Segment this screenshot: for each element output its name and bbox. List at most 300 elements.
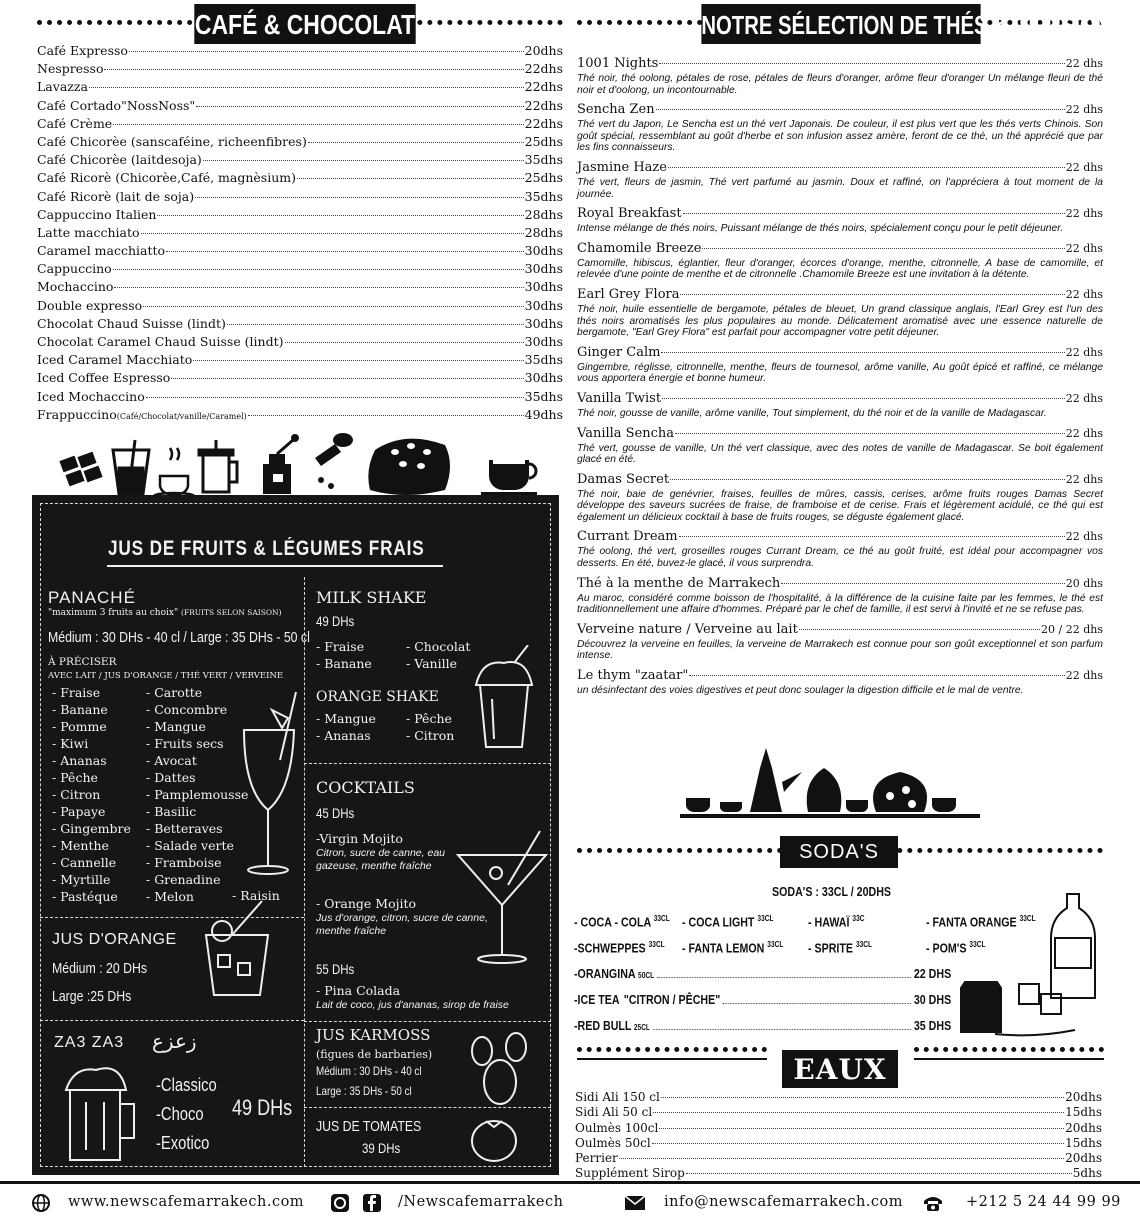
leader-dots <box>668 167 1065 168</box>
cafe-item-price: 25dhs <box>524 133 563 149</box>
tea-item-header <box>577 622 1103 639</box>
cafe-item <box>37 42 563 60</box>
fruit-option: - Avocat <box>146 753 197 768</box>
orange-juice-glass-icon <box>192 895 292 1005</box>
soda-can-icon <box>961 982 1001 1032</box>
cafe-item-name: Café Ricorè (lait de soja) <box>37 188 195 204</box>
soda-name: - FANTA ORANGE <box>926 914 1017 930</box>
cafe-item <box>37 169 563 187</box>
leader-dots <box>285 342 524 343</box>
board-hsep-3 <box>304 763 551 764</box>
panache-title: PANACHÉ <box>48 588 136 607</box>
leader-dots <box>619 1158 1064 1159</box>
cactus-icon <box>460 1027 540 1107</box>
tea-item-price: 22 dhs <box>1065 207 1103 221</box>
water-item-name: Oulmès 50cl <box>575 1135 651 1150</box>
soda-volume: 33C <box>852 914 865 923</box>
milkshake-flavor: - Vanille <box>406 656 457 671</box>
water-item <box>575 1105 1102 1120</box>
cafe-item-price: 35dhs <box>524 352 563 368</box>
water-item <box>575 1151 1102 1166</box>
virgin-mojito: -Virgin Mojito <box>316 831 403 846</box>
soda-line <box>574 1018 951 1033</box>
soda-volume: 33CL <box>1019 914 1036 923</box>
leader-dots <box>683 213 1065 214</box>
tea-item-price: 22 dhs <box>1065 57 1103 70</box>
za3-arabic: زعزع <box>152 1029 197 1053</box>
leader-dots <box>227 324 524 325</box>
cafe-item <box>37 333 563 351</box>
cafe-item <box>37 297 563 315</box>
cafe-item-price: 30dhs <box>524 297 563 313</box>
leader-dots <box>781 583 1065 584</box>
juice-chalkboard <box>32 495 559 1175</box>
panache-sub-note: (FRUITS SELON SAISON) <box>180 608 282 617</box>
cafe-item-price: 22dhs <box>524 79 563 95</box>
orange-mojito-desc: Jus d'orange, citron, sucre de canne, menthe fraîche <box>316 912 488 937</box>
leader-dots <box>659 63 1064 64</box>
eaux-rule-right-a <box>914 1047 1104 1052</box>
leader-dots <box>652 1029 911 1030</box>
soda-item <box>682 940 783 955</box>
cafe-item-price: 49dhs <box>524 406 563 422</box>
panache-fruits-col1 <box>52 684 131 905</box>
leader-dots <box>652 1143 1064 1144</box>
cafe-item-name: Nespresso <box>37 61 104 77</box>
leader-dots <box>157 215 523 216</box>
cafe-item-price: 30dhs <box>524 243 563 259</box>
tea-item <box>577 576 1103 616</box>
orange-title: JUS D'ORANGE <box>52 931 177 948</box>
leader-dots <box>113 269 524 270</box>
leader-dots <box>689 675 1064 676</box>
soda-line <box>574 966 951 981</box>
tea-item-price: 22 dhs <box>1065 287 1103 301</box>
leader-dots <box>661 352 1064 353</box>
eaux-list <box>575 1090 1102 1182</box>
tea-item-header <box>577 472 1103 489</box>
tomates-title: JUS DE TOMATES <box>316 1118 422 1135</box>
martini-glass-icon <box>452 825 552 975</box>
soda-item <box>808 914 864 929</box>
water-item <box>575 1136 1102 1151</box>
leader-dots <box>248 415 524 416</box>
cafe-item-note: (Café/Chocolat/vanille/Caramel) <box>116 411 247 421</box>
board-vsep <box>304 577 305 1167</box>
fruit-option: - Menthe <box>52 838 109 853</box>
water-item-price: 5dhs <box>1072 1166 1102 1181</box>
fruit-option: - Grenadine <box>146 872 221 887</box>
leader-dots <box>129 51 524 52</box>
tea-item-name: Verveine nature / Verveine au lait <box>577 621 798 637</box>
cafe-item <box>37 60 563 78</box>
tea-item-price: 22 dhs <box>1065 530 1103 544</box>
water-item-price: 15dhs <box>1065 1105 1102 1120</box>
tea-item-price: 22 dhs <box>1065 472 1103 486</box>
cafe-item <box>37 206 563 224</box>
water-item-price: 20dhs <box>1065 1151 1102 1166</box>
soda-name: - COCA LIGHT <box>682 914 755 930</box>
fruit-option: - Papaye <box>52 804 106 819</box>
fruit-option: - Salade verte <box>146 838 234 853</box>
cafe-item-name: Mochaccino <box>37 279 114 295</box>
pina-colada: - Pina Colada <box>316 983 401 998</box>
tea-item-header <box>577 668 1103 685</box>
tea-item-name: Ginger Calm <box>577 344 661 360</box>
panache-avec: AVEC LAIT / JUS D'ORANGE / THÉ VERT / VERVEINE <box>48 671 284 681</box>
soda-price: 30 DHS <box>913 992 952 1007</box>
cafe-item <box>37 388 563 406</box>
phone-icon <box>922 1193 944 1213</box>
za3-items <box>156 1071 217 1158</box>
tea-item <box>577 160 1103 200</box>
footer <box>0 1181 1140 1219</box>
teapots-illustration <box>680 742 980 818</box>
fruit-option: - Dattes <box>146 770 196 785</box>
cafe-price-list <box>37 42 563 424</box>
juice-title-underline <box>107 565 443 567</box>
cafe-item-name: Café Chicorèe (laitdesoja) <box>37 152 202 168</box>
panache-sub <box>48 608 282 618</box>
fruit-option: - Carotte <box>146 685 203 700</box>
water-item-name: Sidi Ali 50 cl <box>575 1105 653 1120</box>
leader-dots <box>193 360 523 361</box>
tea-item-name: Chamomile Breeze <box>577 240 702 256</box>
tea-item-price: 22 dhs <box>1065 426 1103 440</box>
tea-item-header <box>577 241 1103 258</box>
tea-item-header <box>577 206 1103 223</box>
tea-item-header <box>577 160 1103 177</box>
cafe-item-price: 30dhs <box>524 279 563 295</box>
tea-item-desc: Thé noir, gousse de vanille, arôme vanille, Tout simplement, du thé noir et de la vanille de Madagascar. <box>577 407 1047 419</box>
za3-flavor: -Classico <box>156 1075 217 1095</box>
cafe-item-name: Iced Coffee Espresso <box>37 370 171 386</box>
water-item <box>575 1090 1102 1105</box>
leader-dots <box>308 142 524 143</box>
instagram-icon[interactable] <box>330 1193 350 1213</box>
milkshake-flavor: - Chocolat <box>406 639 471 654</box>
cafe-item-price: 28dhs <box>524 224 563 240</box>
water-item <box>575 1166 1102 1181</box>
cafe-item-price: 30dhs <box>524 315 563 331</box>
grinder-icon <box>263 434 299 494</box>
soda-item <box>808 940 872 955</box>
cafe-item <box>37 260 563 278</box>
cafe-item-name: Café Cortado"NossNoss" <box>37 97 196 113</box>
tea-item <box>577 241 1103 281</box>
soda-volume: 50CL <box>638 971 655 980</box>
tea-item-header <box>577 345 1103 362</box>
fruit-option: - Fruits secs <box>146 736 224 751</box>
tea-item-name: Earl Grey Flora <box>577 286 680 302</box>
cafe-item <box>37 188 563 206</box>
cafe-item-price: 25dhs <box>524 170 563 186</box>
leader-dots <box>662 398 1065 399</box>
milkshake-title: MILK SHAKE <box>316 588 427 607</box>
tea-item-name: Royal Breakfast <box>577 206 682 222</box>
soda-name: - HAWAÏ <box>808 914 850 930</box>
cafe-item-price: 22dhs <box>524 115 563 131</box>
milkshake-col2 <box>406 638 470 672</box>
leader-dots <box>659 1128 1064 1129</box>
tea-item-name: Vanilla Twist <box>577 390 662 406</box>
soda-volume: 33CL <box>653 914 670 923</box>
tea-item <box>577 102 1103 154</box>
tea-list <box>577 56 1103 703</box>
tea-item-desc: Thé noir, huile essentielle de bergamote, pétales de bleuet, Un grand classique anglais, l'Earl Grey est l'un des thés noirs aromatisés les plus populaires au monde. Délicatement aromatisé avec une essence naturelle de bergamote, "Earl Grey Flora" est parfait pour accompagner votre petit déjeuner. <box>577 303 1103 339</box>
tea-glass-icon <box>686 798 710 812</box>
orangeshake-flavor: - Ananas <box>316 728 371 743</box>
orange-medium: Médium : 20 DHs <box>52 960 148 977</box>
tea-item-name: Currant Dream <box>577 529 678 545</box>
eaux-rule-left-b <box>577 1058 767 1060</box>
soda-volume: 33CL <box>855 940 873 949</box>
soda-volume: 33CL <box>757 914 774 923</box>
soda-volume: 25CL <box>633 1023 650 1032</box>
milkshake-price: 49 DHs <box>316 613 355 629</box>
footer-phone[interactable]: +212 5 24 44 99 99 <box>966 1194 1121 1210</box>
tea-item-desc: Découvrez la verveine en feuilles, la verveine de Marrakech est connue pour son goût exceptionnel et son parfum intense. <box>577 638 1103 662</box>
footer-website[interactable]: www.newscafemarrakech.com <box>68 1194 305 1210</box>
tea-item-name: Sencha Zen <box>577 102 655 118</box>
cafe-item-price: 35dhs <box>524 152 563 168</box>
soda-bottles-illustration <box>955 888 1105 1038</box>
tea-item <box>577 345 1103 385</box>
tomates-price: 39 DHs <box>362 1140 401 1156</box>
panache-apreciser: À PRÉCISER <box>48 656 117 668</box>
fruit-option: - Ananas <box>52 753 107 768</box>
tea-item-header <box>577 287 1103 304</box>
tea-item-desc: Thé vert, gousse de vanille, Un thé vert classique, avec des notes de vanille de Madagascar. Se boit également glacé en été. <box>577 442 1103 466</box>
karmoss-sub: (figues de barbaries) <box>316 1048 433 1061</box>
orangeshake-flavor: - Mangue <box>316 711 376 726</box>
cocktails-price-55: 55 DHs <box>316 961 355 977</box>
leader-dots <box>141 233 524 234</box>
cafe-item-price: 35dhs <box>524 188 563 204</box>
tea-item-price: 22 dhs <box>1065 391 1103 405</box>
tea-item-price: 22 dhs <box>1065 160 1103 174</box>
leader-dots <box>670 479 1065 480</box>
cocktail-glass-icon <box>232 690 302 880</box>
eaux-title: EAUX <box>782 1050 898 1088</box>
soda-name: - COCA - COLA <box>574 914 651 930</box>
cafe-item-name: Iced Mochaccino <box>37 388 145 404</box>
soda-volume: 33CL <box>969 940 986 949</box>
cafe-item <box>37 242 563 260</box>
cafe-item <box>37 315 563 333</box>
cafe-item <box>37 369 563 387</box>
fruit-option: - Pomme <box>52 719 107 734</box>
tea-item-desc: Gingembre, réglisse, citronnelle, menthe, fleurs de tournesol, arôme vanille, Au goût épicé et raffiné, ce mélange vous apportera énergie et bonne humeur. <box>577 361 1103 385</box>
tea-item-price: 22 dhs <box>1065 103 1103 117</box>
cafe-item-name: Café Crème <box>37 115 113 131</box>
soda-name: -ORANGINA <box>574 966 636 981</box>
tea-item-price: 20 / 22 dhs <box>1041 622 1103 636</box>
ice-cube-icon <box>1019 984 1039 1004</box>
board-hsep-4 <box>304 1021 551 1022</box>
milkshake-flavor: - Fraise <box>316 639 365 654</box>
leader-dots <box>171 378 523 379</box>
water-item-price: 15dhs <box>1065 1135 1102 1150</box>
mail-icon <box>624 1195 646 1211</box>
sodas-title: SODA'S <box>780 836 898 868</box>
cafe-item <box>37 115 563 133</box>
tea-item-desc: Camomille, hibiscus, églantier, fleur d'oranger, écorces d'orange, menthe, citronnelle, A base de camomille, et relevée d'une pointe de menthe et de citronnelle .Chamomile Breeze est une invitation à la détente. <box>577 257 1103 281</box>
cafe-item <box>37 351 563 369</box>
soda-name: - SPRITE <box>808 940 854 956</box>
tea-item-desc: Thé noir, baie de genévrier, fraises, feuilles de mûres, cassis, cerises, arôme fruits rouges Damas Secret développe des saveurs sucrées de fraise, de framboise et de cerise. Frais et légèrement acidulé, ce thé qui est également un délicieux cocktail à base de fruits rouges, se déguste également glacé. <box>577 488 1103 523</box>
leader-dots <box>686 1173 1072 1174</box>
water-item-name: Oulmès 100cl <box>575 1120 659 1135</box>
cafe-item-name: Latte macchiato <box>37 224 140 240</box>
soda-item <box>574 914 670 929</box>
leader-dots <box>89 87 524 88</box>
tea-item <box>577 472 1103 524</box>
coffee-sack-icon <box>368 439 450 495</box>
tea-item-name: Le thym "zaatar" <box>577 668 689 684</box>
tea-item-header <box>577 56 1103 73</box>
cafe-item-name: Café Ricorè (Chicorèe,Café, magnèsium) <box>37 170 296 186</box>
tea-item-name: Damas Secret <box>577 471 670 487</box>
teapot-round-icon <box>807 768 842 812</box>
tea-item-header <box>577 426 1103 443</box>
virgin-mojito-desc: Citron, sucre de canne, eau gazeuse, menthe fraîche <box>316 847 445 872</box>
leader-dots <box>653 1112 1064 1113</box>
tea-item-name: 1001 Nights <box>577 56 659 71</box>
tea-item-desc: Thé vert, fleurs de jasmin, Thé vert parfumé au jasmin. Doux et raffiné, on l'appréciera à tout moment de la journée. <box>577 176 1103 200</box>
water-item-name: Supplément Sirop <box>575 1166 685 1181</box>
soda-name: -RED BULL <box>574 1018 632 1033</box>
eaux-rule-right-b <box>914 1058 1104 1060</box>
tea-item-header <box>577 529 1103 546</box>
cafe-item-name: Caramel macchiatto <box>37 243 166 259</box>
board-hsep-2 <box>40 1020 304 1021</box>
soda-line <box>574 992 951 1007</box>
tea-item-name: Jasmine Haze <box>577 159 667 175</box>
footer-social[interactable]: /Newscafemarrakech <box>398 1194 564 1210</box>
cafe-item-price: 28dhs <box>524 206 563 222</box>
leader-dots <box>680 294 1064 295</box>
coffee-cup-icon <box>481 460 537 496</box>
cafe-item-name: Chocolat Caramel Chaud Suisse (lindt) <box>37 334 284 349</box>
tea-item-header <box>577 102 1103 119</box>
karmoss-medium: Médium : 30 DHs - 40 cl <box>316 1064 422 1078</box>
tea-item <box>577 668 1103 697</box>
cafe-item-name: Frappuccino <box>37 406 117 422</box>
fruit-option: - Melon <box>146 889 194 904</box>
leader-dots <box>143 306 523 307</box>
soda-name: - POM'S <box>926 940 967 956</box>
cafe-item <box>37 97 563 115</box>
soda-item <box>574 940 665 955</box>
coffee-illustrations <box>55 420 545 500</box>
soda-price: 22 DHS <box>913 966 952 981</box>
leader-dots <box>297 178 524 179</box>
cafe-item <box>37 278 563 296</box>
tea-item-desc: Thé vert du Japon, Le Sencha est un thé vert Japonais. De couleur, il est plus vert que les thés verts Chinois. Son goût spécial, ressemblant au goût d'herbe et son infusion assez amère, feront de ce thé, un thé apprécié que par les fins connaisseurs. <box>577 119 1103 154</box>
cafe-item <box>37 224 563 242</box>
cafe-item-price: 22dhs <box>524 61 563 77</box>
za3-title: ZA3 ZA3 <box>54 1034 125 1051</box>
cafe-item-name: Café Expresso <box>37 43 128 58</box>
shake-glass-icon <box>472 645 542 755</box>
tea-item <box>577 622 1103 662</box>
tea-item <box>577 529 1103 569</box>
juice-title: JUS DE FRUITS & LÉGUMES FRAIS <box>108 537 425 560</box>
cocktails-title: COCKTAILS <box>316 778 415 797</box>
fruit-option: - Myrtille <box>52 872 111 887</box>
soda-name: -SCHWEPPES <box>574 940 646 956</box>
tea-item <box>577 426 1103 466</box>
cafe-item-name: Chocolat Chaud Suisse (lindt) <box>37 315 226 331</box>
fruit-option: - Kiwi <box>52 736 89 751</box>
orangeshake-flavor: - Citron <box>406 728 455 743</box>
cafe-item-price: 30dhs <box>524 370 563 386</box>
tea-item-price: 22 dhs <box>1065 345 1103 359</box>
orange-large: Large :25 DHs <box>52 988 132 1005</box>
cafe-item-name: Lavazza <box>37 79 88 95</box>
za3-flavor: -Choco <box>156 1104 204 1124</box>
cafe-item-name: Café Chicorèe (sanscaféine, richeenfibres) <box>37 133 307 149</box>
facebook-icon[interactable] <box>362 1193 382 1213</box>
cafe-item <box>37 78 563 96</box>
leader-dots <box>723 1003 912 1004</box>
coffee-scoop-icon <box>315 433 353 489</box>
leader-dots <box>656 109 1065 110</box>
leader-dots <box>104 69 523 70</box>
footer-email[interactable]: info@newscafemarrakech.com <box>664 1194 903 1210</box>
leader-dots <box>657 977 912 978</box>
cafe-item <box>37 151 563 169</box>
fruit-option: - Basilic <box>146 804 197 819</box>
orange-mojito: - Orange Mojito <box>316 896 417 911</box>
water-item-price: 20dhs <box>1065 1090 1102 1104</box>
leader-dots <box>166 251 524 252</box>
soda-name: - FANTA LEMON <box>682 940 765 956</box>
fruit-option: - Fraise <box>52 685 101 700</box>
cafe-item-name: Double expresso <box>37 297 143 313</box>
pina-colada-desc: Lait de coco, jus d'ananas, sirop de fraise <box>316 999 509 1011</box>
tea-item-desc: un désinfectant des voies digestives et peut donc soulager la digestion difficile et le mal de ventre. <box>577 685 1024 697</box>
globe-icon <box>32 1194 50 1212</box>
milkshake-col1 <box>316 638 372 672</box>
za3-flavor: -Exotico <box>156 1133 210 1153</box>
soda-item <box>682 914 773 929</box>
espresso-cup-icon <box>154 448 194 499</box>
fruit-option: - Citron <box>52 787 101 802</box>
tea-item <box>577 391 1103 420</box>
soda-volume: 33CL <box>767 940 784 949</box>
tomato-icon <box>464 1109 524 1165</box>
soda-name: -ICE TEA <box>574 992 620 1007</box>
tea-item-desc: Intense mélange de thés noirs, Puissant mélange de thés noirs, spécialement conçu pour le petit déjeuner. <box>577 223 1064 235</box>
fruit-option: - Pastéque <box>52 889 118 904</box>
milkshake-flavor: - Banane <box>316 656 372 671</box>
soda-volume: 33CL <box>648 940 665 949</box>
cafe-item-price: 22dhs <box>524 97 563 113</box>
leader-dots <box>799 629 1040 630</box>
soda-note: "CITRON / PÊCHE" <box>623 992 721 1007</box>
karmoss-title: JUS KARMOSS <box>316 1026 431 1044</box>
leader-dots <box>146 397 524 398</box>
cocktails-price-45: 45 DHs <box>316 805 355 821</box>
panache-extra: - Raisin <box>232 888 280 903</box>
tea-item-price: 22 dhs <box>1065 241 1103 255</box>
leader-dots <box>661 1097 1064 1098</box>
soda-price: 35 DHS <box>913 1018 952 1033</box>
tea-item-price: 22 dhs <box>1065 669 1103 683</box>
teas-title: NOTRE SÉLECTION DE THÉS & INFUSIONS <box>701 4 980 44</box>
